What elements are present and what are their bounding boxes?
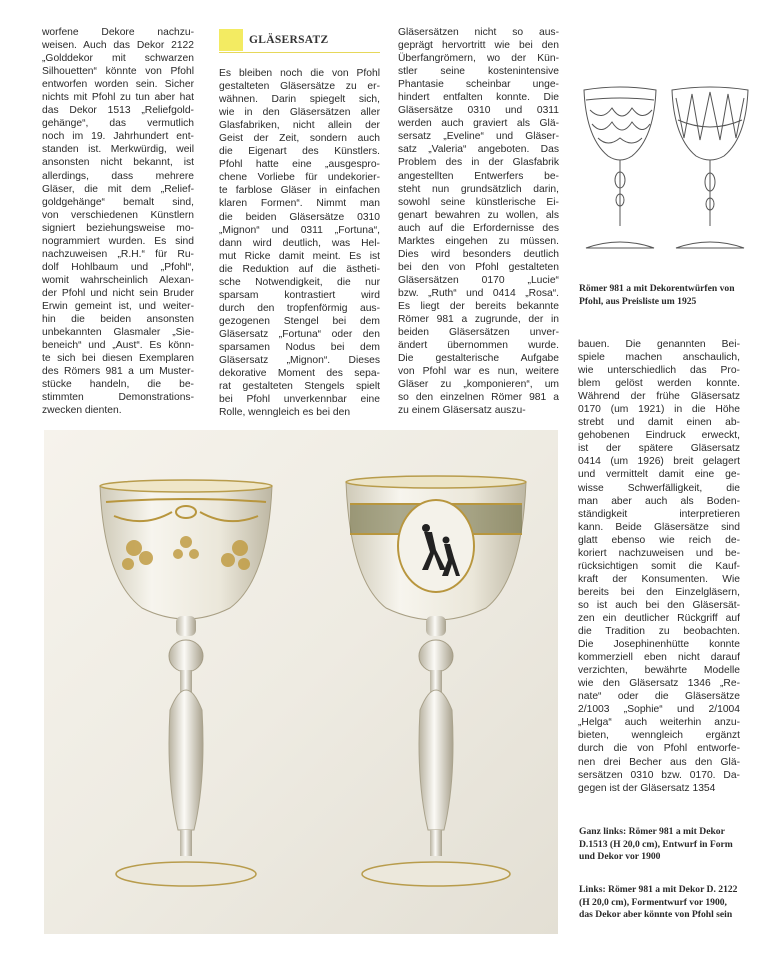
text-line: bauen. Die genannten Bei-: [578, 339, 740, 350]
glasses-photo: [44, 430, 558, 934]
text-line: Marktes eingehen zu müssen.: [398, 235, 559, 247]
text-line: von Pfohl war es nun, weitere: [398, 366, 559, 378]
text-line: Ganz links: Römer 981 a mit Dekor: [579, 826, 725, 837]
text-line: genart bewahren zu wollen, als: [398, 209, 559, 221]
text-line: zu einem Gläsersatz auszu-: [398, 405, 526, 417]
text-line: Gläsersatz „Fortuna“ oder den: [219, 328, 380, 340]
text-line: verzichten, bewährte Modelle: [578, 665, 740, 677]
text-line: man aber auch als Boden-: [578, 495, 740, 507]
glass-drawing-figure: [572, 78, 758, 256]
text-line: dolf Hohlbaum und „Pfohl“,: [42, 261, 194, 273]
text-line: ist der spätere Gläsersatz: [578, 443, 740, 455]
text-line: blem gelöst werden konnte.: [578, 378, 740, 390]
text-line: te sich bei diesen Exemplaren: [42, 353, 194, 365]
heading-rule: [219, 52, 380, 53]
text-line: Dies wird besonders deutlich: [398, 248, 559, 260]
text-line: auch auf die Erfordernisse des: [398, 222, 559, 234]
text-line: und Dekor vor 1900: [579, 851, 661, 863]
text-line: zen ein deutlicher Rückgriff auf: [578, 612, 740, 624]
text-line: ändert übernommen wurde.: [398, 340, 559, 352]
text-line: geprägt hervortritt wie bei den: [398, 40, 559, 52]
text-line: allerdings, dass mehrere: [42, 170, 194, 182]
text-line: wisse Schwerfälligkeit, die: [578, 482, 740, 494]
text-line: Silhouetten“ könnte von Pfohl: [42, 66, 194, 78]
text-line: 0170 (um 1921) in die Höhe: [578, 404, 740, 416]
text-line: die Reduktion auf die ästheti-: [219, 263, 380, 275]
text-line: bereits bei den Einzelgläsern,: [578, 586, 740, 598]
text-line: 0414 (um 1926) breit gelagert: [578, 456, 740, 468]
text-line: sparsam kontrastiert wird: [219, 289, 380, 301]
text-line: gehobenen Eindruck erweckt,: [578, 430, 740, 442]
text-line: stimmten Demonstrations-: [42, 392, 194, 404]
text-line: wähnen. Darin spiegelt sich,: [219, 94, 380, 106]
caption-right-glass: [579, 884, 754, 922]
text-line: klaren Formen“. Nimmt man: [219, 198, 380, 210]
text-line: bzw. „Ruth“ und 0414 „Rosa“.: [398, 287, 559, 299]
text-line: worfene Dekore nachzu-: [42, 27, 194, 38]
text-line: chene Vorliebe für undekorier-: [219, 172, 380, 184]
text-line: stler seine kostenintensive: [398, 66, 559, 78]
text-line: die Tradition zu beobachten.: [578, 626, 740, 638]
drawn-glass-right: [672, 87, 748, 248]
text-line: die Eigenart des Künstlers.: [219, 146, 380, 158]
text-line: sersätzen 0310 bzw. 0170. Da-: [578, 769, 740, 781]
text-line: so ist auch bei den Gläsersät-: [578, 599, 740, 611]
text-line: Die gestalterische Aufgabe: [398, 353, 559, 365]
text-line: Pfohl, aus Preisliste um 1925: [579, 295, 697, 307]
text-line: wie unterschiedlich das Pro-: [578, 365, 740, 377]
text-line: unbekannten Glasmaler „Sie-: [42, 327, 194, 339]
text-line: wie in den Gläsersätzen aller: [219, 107, 380, 119]
text-line: werden auch graviert als Glä-: [398, 118, 559, 130]
text-line: kommerziell eben nicht darauf: [578, 652, 740, 664]
text-line: 2/1003 „Sophie“ und 2/1004: [578, 704, 740, 716]
text-line: nen drei Becher aus den Glä-: [578, 756, 740, 768]
text-line: sowohl seine künstlerische Ei-: [398, 196, 559, 208]
text-line: glatt ebenso wie reich de-: [578, 534, 740, 546]
text-line: Die Josephinenhütte konnte: [578, 639, 740, 651]
text-line: beiden Gläsersätzen unver-: [398, 327, 559, 339]
text-line: nachzuweisen „R.H.“ für Ru-: [42, 248, 194, 260]
text-line: sparsamen Nodus bei dem: [219, 341, 380, 353]
text-line: dekorative Moment des sepa-: [219, 368, 380, 380]
heading-marker: [219, 29, 243, 51]
text-line: signiert beziehungsweise mo-: [42, 222, 194, 234]
text-line: Glasfabriken, nicht allein der: [219, 120, 380, 132]
text-line: te farblose Gläser in einfachen: [219, 185, 380, 197]
text-line: strebt und damit einen ab-: [578, 417, 740, 429]
text-line: wie den Gläsersatz 1346 „Re-: [578, 678, 740, 690]
text-line: ständigkeit interpretieren: [578, 508, 740, 520]
text-line: kann. Beide Gläsersätze sind: [578, 521, 740, 533]
text-line: womit wahrscheinlich Alexan-: [42, 274, 194, 286]
caption-drawing: [579, 283, 754, 308]
text-line: weisen. Auch das Dekor 2122: [42, 40, 194, 52]
text-line: von verschiedenen Künstlern: [42, 209, 194, 221]
text-line: und vermittelt damit eine ge-: [578, 469, 740, 481]
text-line: Es liegt der bereits bekannte: [398, 300, 559, 312]
text-line: entworfen worden sein. Sicher: [42, 79, 194, 91]
text-line: Pfohl hatte eine „ausgespro-: [219, 159, 380, 171]
text-column-1: [42, 26, 194, 417]
text-line: „Helga“ auch weiterhin anzu-: [578, 717, 740, 729]
text-line: hindert entfalten konnte. Die: [398, 92, 559, 104]
text-line: so den einzelnen Römer 981 a: [398, 392, 559, 404]
text-line: noch im 19. Jahrhundert ent-: [42, 131, 194, 143]
text-line: spiele machen anschaulich,: [578, 352, 740, 364]
text-line: dann wird deutlich, was Hel-: [219, 237, 380, 249]
text-line: (H 20,0 cm), Formentwurf vor 1900,: [579, 896, 727, 908]
text-line: das Dekor 1513 „Reliefgold-: [42, 105, 194, 117]
text-line: gegen ist der Gläsersatz 1354: [578, 782, 716, 794]
text-line: rat gestalteten Stengels spielt: [219, 381, 380, 393]
text-line: steht nun grundsätzlich darin,: [398, 183, 559, 195]
text-line: hin die beiden ansonsten: [42, 314, 194, 326]
text-line: Problem des in der Glasfabrik: [398, 157, 559, 169]
text-line: der Pfohl und nicht sein Bruder: [42, 287, 194, 299]
text-line: sche Notwendigkeit, die nur: [219, 276, 380, 288]
drawn-glass-left: [584, 87, 656, 248]
text-line: die beiden Gläsersätze 0310: [219, 211, 380, 223]
text-line: standen ist. Merkwürdig, weil: [42, 144, 194, 156]
text-line: Gläsersatz „Mignon“. Dieses: [219, 355, 380, 367]
text-line: bei den von Pfohl gestalteten: [398, 261, 559, 273]
caption-left-glass: [579, 826, 754, 864]
text-line: satz „Valeria“ angeboten. Das: [398, 144, 559, 156]
text-line: beneich“ und „Aust“. Es könn-: [42, 340, 194, 352]
text-line: gestalteten Gläsersätze zu er-: [219, 81, 380, 93]
text-line: gehänge“, das vermutlich: [42, 118, 194, 130]
text-line: koriert nachzuweisen und be-: [578, 547, 740, 559]
text-line: gezogenen Stengel bei dem: [219, 315, 380, 327]
text-line: Gläsersätzen nicht so aus-: [398, 27, 559, 38]
text-column-2: [219, 67, 380, 419]
text-line: Gläsersätze 0310 und 0311: [398, 105, 559, 117]
text-line: des Römers 981 a um Muster-: [42, 366, 194, 378]
text-line: bei Pfohl unverkennbar eine: [219, 394, 380, 406]
text-line: kraft der Konsumenten. Wie: [578, 573, 740, 585]
text-line: Überfangrömern, wo der Kün-: [398, 53, 559, 65]
text-line: nogrammiert wurden. Es sind: [42, 235, 194, 247]
text-line: Römer 981 a zugrunde, der in: [398, 314, 559, 326]
text-line: Während der frühe Gläsersatz: [578, 391, 740, 403]
text-line: angestellten Entwerfers be-: [398, 170, 559, 182]
text-line: rücksichtigen somit die Kauf-: [578, 560, 740, 572]
text-line: goldgehänge“ bemalt sind,: [42, 196, 194, 208]
text-line: Römer 981 a mit Dekorentwürfen von: [579, 283, 735, 294]
heading-text: GLÄSERSATZ: [249, 34, 329, 46]
text-line: Rolle, wenngleich es bei den: [219, 407, 351, 419]
text-line: durch die von Pfohl entworfe-: [578, 743, 740, 755]
text-line: Phantasie scheinbar unge-: [398, 79, 559, 91]
text-line: das Dekor aber könnte von Pfohl sein: [579, 909, 733, 921]
text-column-4: [578, 338, 740, 795]
text-line: Links: Römer 981 a mit Dekor D. 2122: [579, 884, 738, 895]
text-line: bieten, wenngleich ergänzt: [578, 730, 740, 742]
text-line: Gläsersätzen 0170 „Lucie“: [398, 274, 559, 286]
text-line: „Golddekor mit schwarzen: [42, 53, 194, 65]
text-line: Erwin gemeint ist, und weiter-: [42, 300, 194, 312]
text-line: „Mignon“ und 0311 „Fortuna“,: [219, 224, 380, 236]
text-line: stücke handeln, die be-: [42, 379, 194, 391]
text-line: zwecken dienten.: [42, 405, 122, 417]
text-line: D.1513 (H 20,0 cm), Entwurf in Form: [579, 838, 733, 850]
section-heading: [219, 26, 380, 54]
text-line: nate“ oder die Gläsersätze: [578, 691, 740, 703]
text-line: durch den tropfenförmig aus-: [219, 302, 380, 314]
text-line: sersatz „Eveline“ und Gläser-: [398, 131, 559, 143]
text-line: nichts mit Pfohl zu tun aber hat: [42, 92, 194, 104]
text-line: Gläser, die mit dem „Relief-: [42, 183, 194, 195]
text-line: mut Ricke damit meint. Es ist: [219, 250, 380, 262]
text-line: Gläser zu „komponieren“, um: [398, 379, 559, 391]
text-line: ansonsten nicht bekannt, ist: [42, 157, 194, 169]
text-line: Es bleiben noch die von Pfohl: [219, 68, 380, 79]
text-column-3: [398, 26, 559, 417]
text-line: Geist der Zeit, sondern auch: [219, 133, 380, 145]
